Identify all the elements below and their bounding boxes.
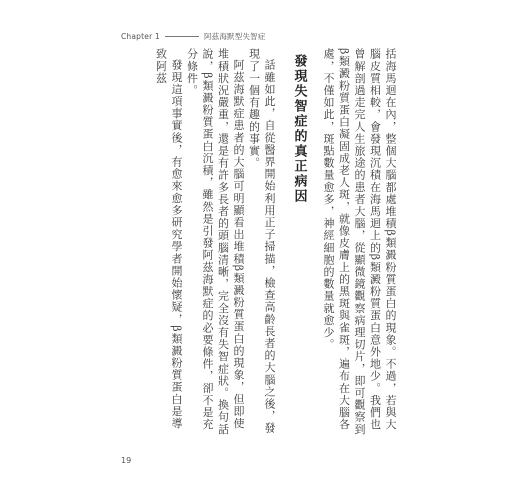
paragraph-4: 發現這項事實後，有愈來愈多研究學者開始懷疑，β類澱粉質蛋白是導致阿茲 bbox=[154, 48, 183, 430]
paragraph-3: 阿茲海默症患者的大腦可明顯看出堆積β類澱粉質蛋白的現象，但即使堆積狀況嚴重，還是有許多長者的頭腦清晰，完全沒有失智症狀。換句話說，β類澱粉質蛋白沉積，雖然是引發阿茲海默症的必要條件，卻不是充分條件。 bbox=[185, 48, 245, 436]
chapter-label: Chapter 1 bbox=[121, 32, 160, 41]
header-rule bbox=[165, 36, 199, 37]
page-number: 19 bbox=[121, 456, 132, 465]
chapter-title: 阿茲海默型失智症 bbox=[203, 32, 266, 41]
section-heading: 發現失智症的真正病因 bbox=[291, 54, 307, 204]
body-text bbox=[153, 48, 398, 436]
paragraph-2: 話雖如此，自從醫界開始利用正子掃描，檢查高齡長者的大腦之後，發現了一個有趣的事實。 bbox=[247, 48, 276, 435]
running-header bbox=[121, 31, 266, 42]
paragraph-1: 括海馬迴在內，整個大腦都處堆積β類澱粉質蛋白的現象。不過，若與大腦皮質相較，會發現沉積在海馬迴上的β類澱粉質蛋白意外地少。我們也曾解剖過走完人生旅途的患者大腦，從顯微鏡觀察病理切片，即可觀察到β類澱粉質蛋白凝固成老人斑，就像皮膚上的黑斑與雀斑，遍布在大腦各處，不僅如此，斑點數量愈多，神經細胞的數量就愈少。 bbox=[322, 48, 397, 436]
